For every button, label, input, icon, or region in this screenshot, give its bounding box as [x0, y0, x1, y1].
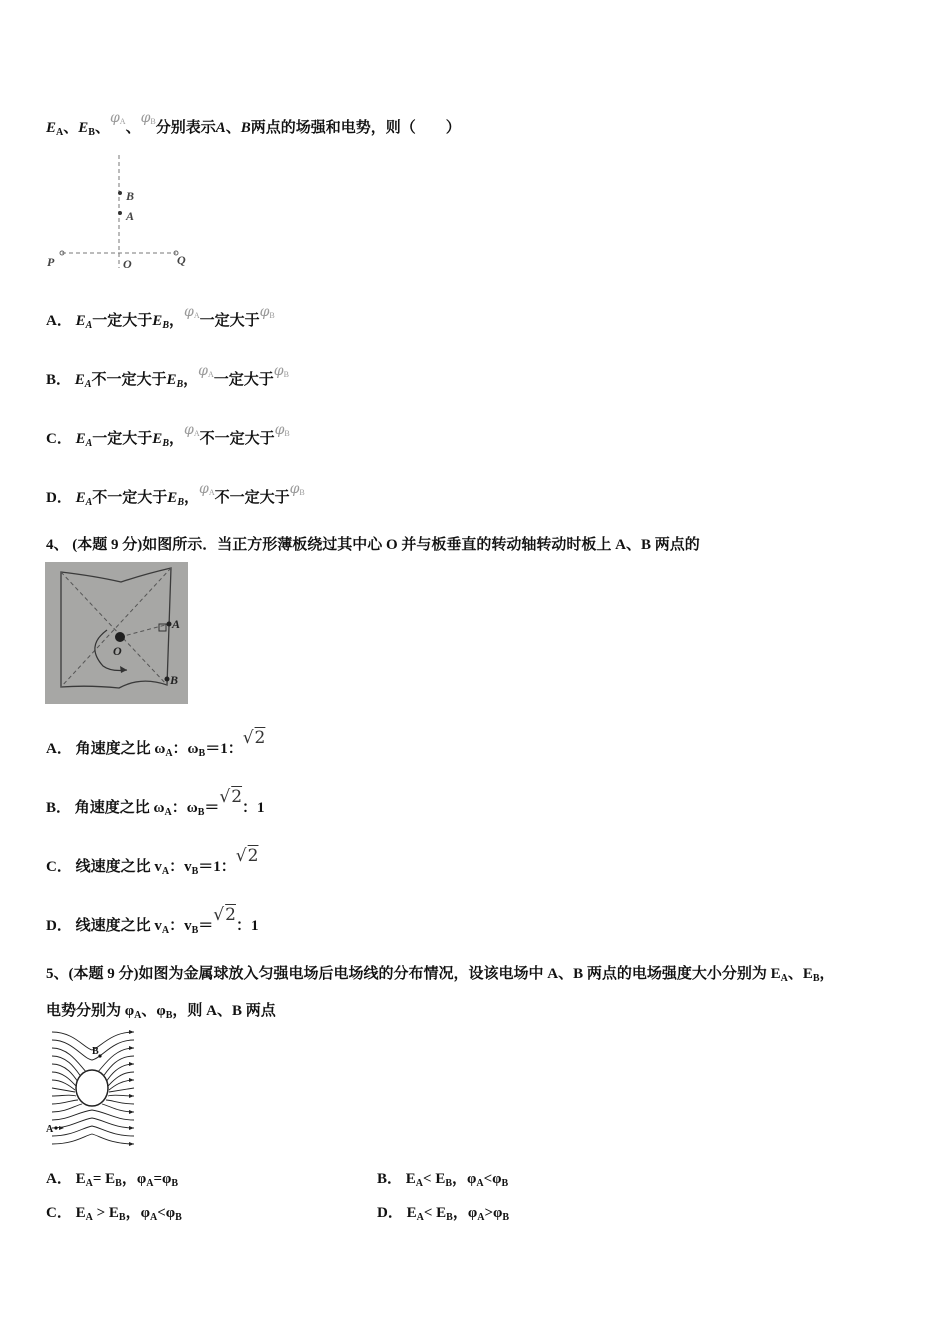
q4-stem: 4、 (本题 9 分)如图所示．当正方形薄板绕过其中心 O 并与板垂直的转动轴转动时板上 A、B 两点的 [46, 537, 700, 553]
point-a [54, 1126, 57, 1129]
q3-option-c[interactable]: C． $E_A$一定大于$E_B$，φA不一定大于φB [46, 422, 290, 449]
q5-option-b[interactable]: B． $E_A< E_B$，$\varphi_A<\varphi_B$ [377, 1171, 509, 1189]
label-q: Q [177, 253, 186, 267]
label-b: B [92, 1046, 99, 1057]
q3-option-d[interactable]: D． $E_A$不一定大于$E_B$，φA不一定大于φB [46, 481, 305, 508]
arrow-head [129, 1110, 134, 1114]
q4-option-d[interactable]: D． 线速度之比 $v_A$：$v_B=√2$：1 [46, 905, 259, 936]
field-line [52, 1134, 134, 1144]
arrow-head [129, 1078, 134, 1082]
q4-option-b[interactable]: B． 角速度之比 $\omega_A$：$\omega_B=√2$：1 [46, 787, 265, 818]
label-b: B [126, 189, 135, 203]
q5-option-d[interactable]: D． $E_A< E_B$，$\varphi_A>\varphi_B$ [377, 1205, 510, 1223]
arrow-head [129, 1142, 134, 1146]
sqrt-symbol: √2 [235, 846, 259, 866]
point-b [118, 191, 122, 195]
point-a [167, 622, 172, 627]
q5-option-c[interactable]: C． $E_A > E_B$，$\varphi_A<\varphi_B$ [46, 1205, 182, 1223]
label-o: O [123, 257, 132, 271]
sqrt-symbol: √2 [213, 905, 236, 925]
label-b: B [170, 673, 179, 687]
q5-stem-line-1: 5、(本题 9 分)如图为金属球放入匀强电场后电场线的分布情况，设该电场中 A、B 两点的电场强度大小分别为 $E_A$、$E_B$， [46, 966, 835, 984]
arrow-head [129, 1126, 134, 1130]
label-a: A [172, 617, 181, 631]
q5-field-lines-figure [44, 1026, 140, 1150]
q4-square-plate-figure [45, 562, 188, 704]
label-o: O [113, 644, 122, 658]
point-b [98, 1054, 101, 1057]
sqrt-symbol: √2 [242, 728, 266, 748]
label-a: A [126, 209, 135, 223]
arrow-head [129, 1046, 134, 1050]
label-p: P [47, 255, 55, 269]
q3-stem: $E_A$、$E_B$、φA、φB分别表示A、B两点的场强和电势，则（ ） [46, 110, 461, 138]
q5-option-a[interactable]: A． $E_A= E_B$，$\varphi_A=\varphi_B$ [46, 1171, 179, 1189]
q4-option-c[interactable]: C． 线速度之比 $v_A$：$v_B=1$：√2 [46, 846, 259, 877]
label-a: A [46, 1124, 54, 1135]
arrow-head [129, 1094, 134, 1098]
q3-axes-figure [44, 150, 204, 275]
metal-sphere [76, 1070, 108, 1106]
arrow-head [129, 1030, 134, 1034]
point-b [165, 677, 170, 682]
q5-stem-line-2: 电势分别为 $\varphi_A$、$\varphi_B$，则 A、B 两点 [46, 1003, 276, 1021]
q4-option-a[interactable]: A． 角速度之比 $\omega_A$：$\omega_B=1$：√2 [46, 728, 266, 759]
arrow-head [129, 1062, 134, 1066]
sqrt-symbol: √2 [219, 787, 243, 807]
q3-option-b[interactable]: B． $E_A$不一定大于$E_B$，φA一定大于φB [46, 363, 289, 390]
point-a [118, 211, 122, 215]
q3-option-a[interactable]: A． $E_A$一定大于$E_B$，φA一定大于φB [46, 304, 275, 331]
center-o [115, 632, 125, 642]
